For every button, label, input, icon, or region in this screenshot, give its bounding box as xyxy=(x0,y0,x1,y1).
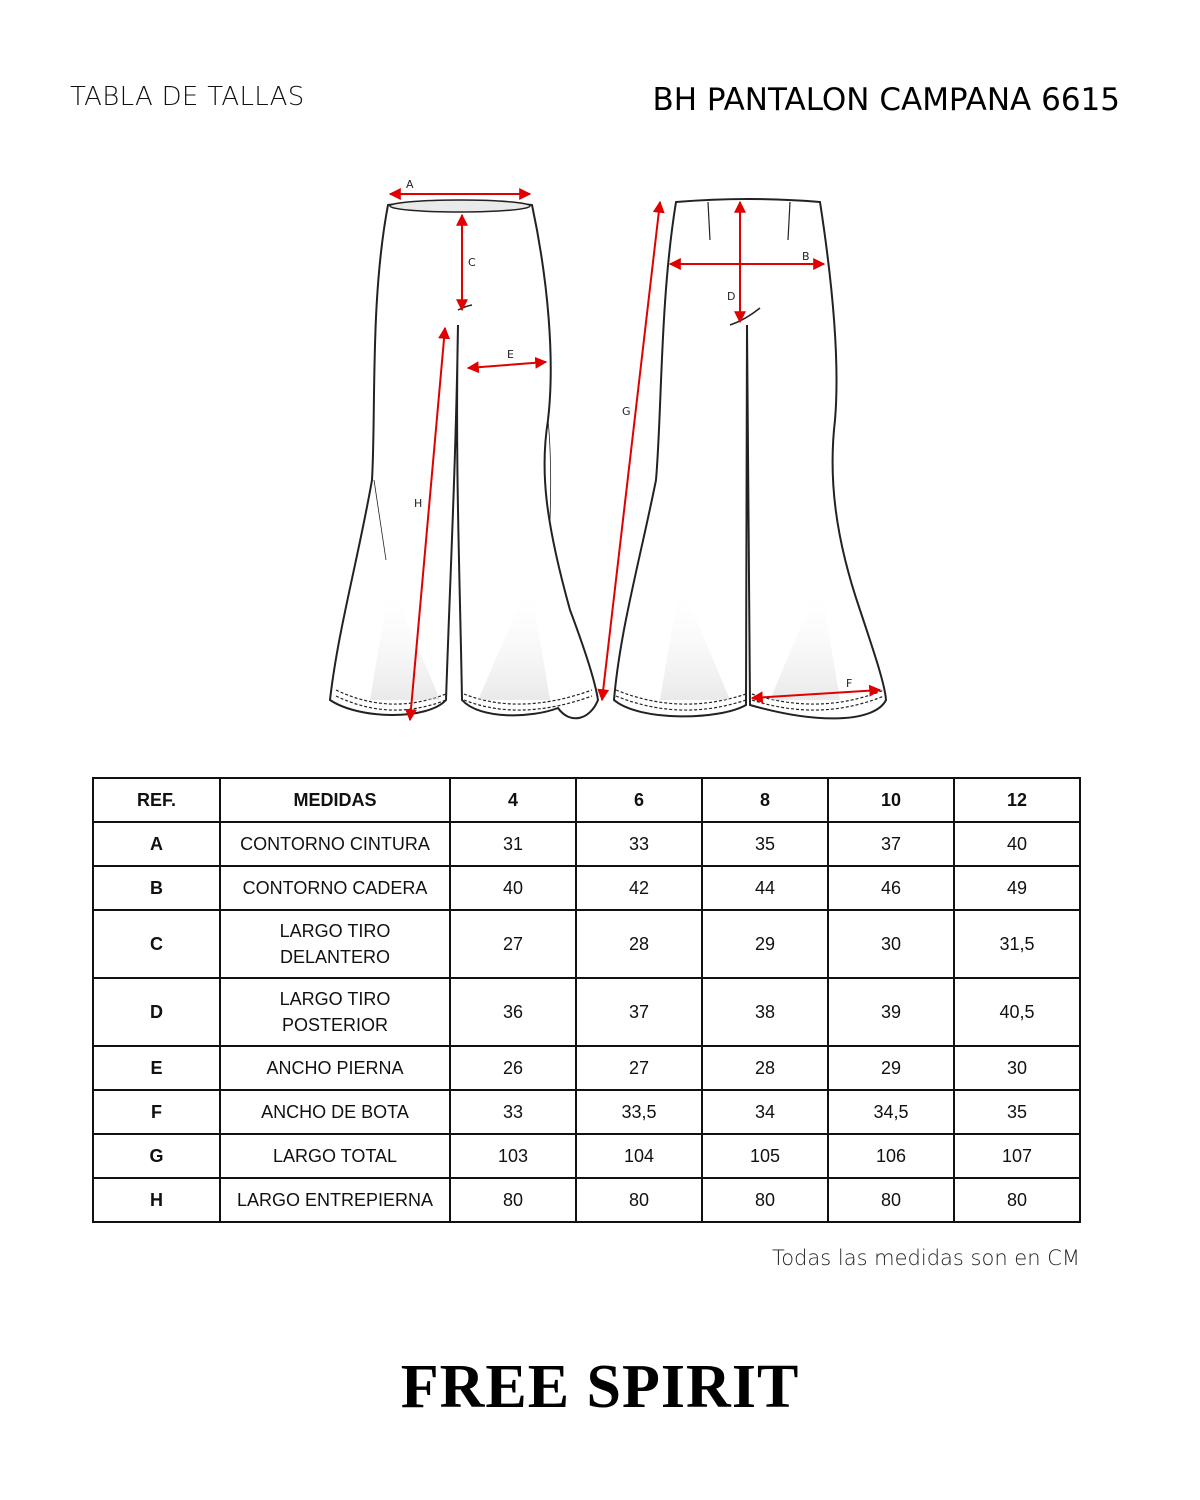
header-size-8: 8 xyxy=(702,778,828,822)
cell-value: 35 xyxy=(702,822,828,866)
page-title: TABLA DE TALLAS xyxy=(70,82,305,112)
header-size-12: 12 xyxy=(954,778,1080,822)
row-ref: C xyxy=(93,910,220,978)
row-ref: G xyxy=(93,1134,220,1178)
row-medida: CONTORNO CADERA xyxy=(220,866,450,910)
table-row xyxy=(93,1178,1080,1222)
medida-line: DELANTERO xyxy=(279,947,391,967)
label-e: E xyxy=(507,348,514,361)
cell-value: 44 xyxy=(702,866,828,910)
cell-value: 37 xyxy=(828,822,954,866)
cell-value: 27 xyxy=(576,1046,702,1090)
brand-logo-text: FREE SPIRIT xyxy=(400,1353,800,1421)
row-medida xyxy=(220,978,450,1046)
label-d: D xyxy=(727,290,736,303)
cell-value: 49 xyxy=(954,866,1080,910)
cell-value: 26 xyxy=(450,1046,576,1090)
cell-value: 103 xyxy=(450,1134,576,1178)
row-medida: LARGO ENTREPIERNA xyxy=(220,1178,450,1222)
row-ref: F xyxy=(93,1090,220,1134)
medida-line: LARGO TIRO xyxy=(279,921,391,941)
cell-value: 29 xyxy=(702,910,828,978)
table-row xyxy=(93,1090,1080,1134)
cell-value: 35 xyxy=(954,1090,1080,1134)
cell-value: 31 xyxy=(450,822,576,866)
cell-value: 28 xyxy=(576,910,702,978)
pants-measurement-diagram xyxy=(300,160,900,750)
cell-value: 28 xyxy=(702,1046,828,1090)
cell-value: 40 xyxy=(450,866,576,910)
label-a: A xyxy=(406,178,414,191)
cell-value: 40,5 xyxy=(954,978,1080,1046)
cell-value: 106 xyxy=(828,1134,954,1178)
cell-value: 34,5 xyxy=(828,1090,954,1134)
front-view-drawing xyxy=(330,200,598,718)
cell-value: 104 xyxy=(576,1134,702,1178)
label-b: B xyxy=(802,250,810,263)
cell-value: 80 xyxy=(954,1178,1080,1222)
header-medidas: MEDIDAS xyxy=(220,778,450,822)
header-ref: REF. xyxy=(93,778,220,822)
table-row xyxy=(93,866,1080,910)
table-row xyxy=(93,1046,1080,1090)
cell-value: 80 xyxy=(576,1178,702,1222)
label-c: C xyxy=(468,256,476,269)
cell-value: 40 xyxy=(954,822,1080,866)
label-f: F xyxy=(846,677,853,690)
cell-value: 29 xyxy=(828,1046,954,1090)
cell-value: 80 xyxy=(702,1178,828,1222)
medida-line: POSTERIOR xyxy=(281,1015,388,1035)
table-row xyxy=(93,978,1080,1046)
row-ref: B xyxy=(93,866,220,910)
header-size-4: 4 xyxy=(450,778,576,822)
cell-value: 33 xyxy=(576,822,702,866)
back-view-drawing xyxy=(614,199,886,718)
cell-value: 34 xyxy=(702,1090,828,1134)
cell-value: 105 xyxy=(702,1134,828,1178)
medida-line: LARGO TIRO xyxy=(279,989,391,1009)
size-table xyxy=(92,777,1081,1223)
product-title: BH PANTALON CAMPANA 6615 xyxy=(652,82,1120,118)
row-medida: ANCHO PIERNA xyxy=(220,1046,450,1090)
cell-value: 107 xyxy=(954,1134,1080,1178)
cell-value: 31,5 xyxy=(954,910,1080,978)
cell-value: 33 xyxy=(450,1090,576,1134)
table-row xyxy=(93,1134,1080,1178)
header-size-6: 6 xyxy=(576,778,702,822)
cell-value: 27 xyxy=(450,910,576,978)
cell-value: 39 xyxy=(828,978,954,1046)
table-header-row xyxy=(93,778,1080,822)
cell-value: 30 xyxy=(828,910,954,978)
row-medida: ANCHO DE BOTA xyxy=(220,1090,450,1134)
header-size-10: 10 xyxy=(828,778,954,822)
cell-value: 46 xyxy=(828,866,954,910)
row-medida: CONTORNO CINTURA xyxy=(220,822,450,866)
table-row xyxy=(93,822,1080,866)
label-h: H xyxy=(414,497,423,510)
cell-value: 42 xyxy=(576,866,702,910)
row-medida: LARGO TOTAL xyxy=(220,1134,450,1178)
cell-value: 80 xyxy=(828,1178,954,1222)
table-row xyxy=(93,910,1080,978)
label-g: G xyxy=(622,405,631,418)
row-medida xyxy=(220,910,450,978)
units-note: Todas las medidas son en CM xyxy=(771,1246,1080,1270)
cell-value: 38 xyxy=(702,978,828,1046)
row-ref: E xyxy=(93,1046,220,1090)
row-ref: A xyxy=(93,822,220,866)
cell-value: 80 xyxy=(450,1178,576,1222)
cell-value: 37 xyxy=(576,978,702,1046)
row-ref: H xyxy=(93,1178,220,1222)
cell-value: 33,5 xyxy=(576,1090,702,1134)
cell-value: 36 xyxy=(450,978,576,1046)
row-ref: D xyxy=(93,978,220,1046)
cell-value: 30 xyxy=(954,1046,1080,1090)
